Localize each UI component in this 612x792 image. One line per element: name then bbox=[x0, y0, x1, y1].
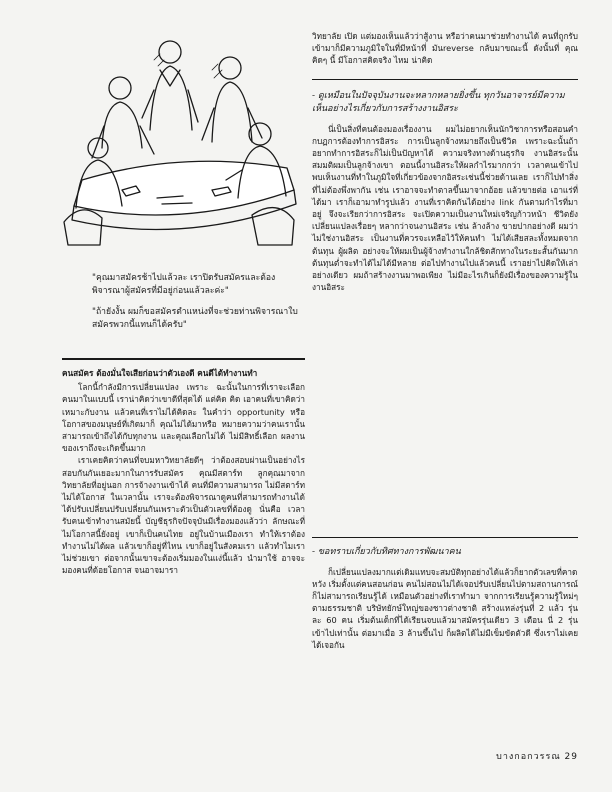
pull-quote: "คุณมาสมัครช้าไปแล้วละ เราปิดรับสมัครและต้องพิจารณาผู้สมัครที่มีอยู่ก่อนแล้วละค่ะ" bbox=[92, 273, 276, 296]
body-paragraph: เราเคยคิดว่าคนที่จบมหาวิทยาลัยดีๆ ว่าต้องสอบผ่านเป็นอย่างไร สอบกันกันเยอะมากในการรับสมัคร คุณมีสตาร์ท ลูกคุณมาจากวิทยาลัยที่อยู่นอก การจ้างงานเข้าได้ คนที่มีความสามารถ ไม่มีสตาร์ท ไม่ได้โอกาส ในเวลานั้น เราจะต้องพิจารณาดูคนที่สามารถทำงานได้ ได้ปรับเปลี่ยนปรับเปลี่ยนกันเพราะตัวเป็นตัวเลขที่ต้องดู นั่นคือ เวลารับคนเข้าทำงานสมัยนี้ บัญชีธุรกิจปัจจุบันมีเรื่องมองแล้วว่า ลักษณะที่ไม่โอกาสนี้ยังอยู่ เขาก็เป็นคนไทย อยู่ในบ้านเมืองเรา ทำให้เราต้องทำงานไม่ได้ผล แล้วเขาก็อยู่ที่ไหน เขาก็อยู่ในสังคมเรา แล้วทำไมเราไม่ช่วยเขา ต่อจากนั้นเขาจะต้องเริ่มมองในแง่นี้แล้ว นำมาใช้ อาจจะ มองคนที่ด้อยโอกาส จนอาจมารา bbox=[62, 455, 305, 576]
right-column-lower bbox=[312, 537, 578, 651]
page-folio: บางกอกวรรณ 29 bbox=[496, 752, 578, 762]
meeting-table-illustration bbox=[62, 30, 298, 255]
body-paragraph: ก็เปลี่ยนแปลงมากแต่เดิมแทบจะสมบัติทุกอย่างได้แล้วก็ยากตัวเลขที่คาดหวัง เริ่มตั้งแต่คนสอนก่อน คนไม่สอนไม่ได้เจอปรับเปลี่ยนไปตามสถานการณ์ ก็ไม่สามารถเรียนรู้ได้ เหมือนตัวอย่างที่เราทำมา จากการเรียนรู้ความรู้ใหม่ๆ ตามธรรมชาติ บริษัทยักษ์ใหญ่ของชาวต่างชาติ สร้างแหล่งรุ่นที่ 2 แล้ว รุ่นละ 60 คน เริ่มต้นเด็กที่ได้เรียนจบแล้วมาสมัครรุ่นเดียว 3 เดือน นี่ 2 รุ่นเข้าไปเท่านั้น ต่อมาเมื่อ 3 ล้านขึ้นไป ก็ผลิตได้ไม่มีเข็มขัดตัวดี ซึ่งเราไม่เคยได้เจอกัน bbox=[312, 566, 578, 650]
section-divider bbox=[62, 358, 305, 360]
meeting-illustration bbox=[62, 30, 298, 255]
pull-quote: "ถ้ายังงั้น ผมก็ขอสมัครตำแหน่งที่จะช่วยท่านพิจารณาใบสมัครพวกนี้แทนก็ได้ครับ" bbox=[92, 307, 298, 330]
interview-question: - ดูเหมือนในปัจจุบันงานจะหลากหลายยิ่งขึ้น ทุกวันอาจารย์มีความเห็นอย่างไรเกี่ยวกับการสร้างงานอิสระ bbox=[312, 90, 565, 115]
body-paragraph: โลกนี้กำลังมีการเปลี่ยนแปลง เพราะ ฉะนั้นในการที่เราจะเลือกคนมาในแบบนี้ เราน่าคิดว่าเขาดีที่สุดได้ แต่คิด คิด เอาคนที่เขาคิดว่าเหมาะกับงาน แล้วคนที่เราไม่ได้คิดละ ในคำว่า opportunity หรือโอกาสของมนุษย์ที่เกิดมาก็ คุณไม่ได้มาหรือ หมายความว่าคนเรานั้นสามารถเข้าถึงได้กับทุกงาน และคุณเลือกไม่ได้ ไม่มีสิทธิ์เลือก ผลงานของเราถึงจะเกิดขึ้นมาก bbox=[62, 382, 305, 454]
right-column bbox=[312, 30, 578, 293]
pull-quotes bbox=[92, 272, 304, 340]
lead-paragraph: คนสมัคร ต้องมั่นใจเสียก่อนว่าตัวเองดี คนดีได้ทำงานทำ bbox=[62, 368, 258, 378]
left-column bbox=[62, 367, 305, 576]
body-paragraph: วิทยาลัย เปิด แต่มองเห็นแล้วว่าสู้งาน หรือว่าคนมาช่วยทำงานได้ คนที่ถูกรับเข้ามาก็มีความภูมิใจในที่มีหน้าที่ มันreverse กลับมาขณะนี้ ดังนั้นที่ คุณคิดๆ นี้ มีโอกาสคิดจริง ไหม น่าคิด bbox=[312, 31, 578, 66]
section-divider bbox=[312, 537, 578, 538]
interview-question: - ขอทราบเกี่ยวกับทิศทางการพัฒนาคน bbox=[312, 547, 461, 557]
body-paragraph: นี่เป็นสิ่งที่คนต้องมองเรื่องงาน ผมไม่อยากเห็นนักวิชาการหรือสอนคำกบฏการต้องทำการอิสระ การเป็นลูกจ้างหมายถึงเป็นชีวิต เพราะฉะนั้นถ้าอยากทำการอิสระก็ไม่เป็นปัญหาได้ ความจริงทางด้านธุรกิจ งานอิสระนั้น สมมติผมเป็นลูกจ้างเขา ตอนนี้งานอิสระให้ผลกำไรมากกว่า เวลาคนเข้าไปพบเห็นงานที่ทำในภูมิใจที่เกี่ยวข้องจากอิสระเช่นนี้ช่วยด้านเลย เราก็ไปทำสิ่งที่ไม่ต้องพึ่งพากัน เช่น เราอาจจะทำตาลขึ้นมาจากอ้อย แล้วขายต่อ เอาแร่ที่ได้มา เราก็เอามาทำรูปแล้ว งานที่เราคิดกันได้อย่าง link กันตามกำไรที่มาอยู่ จึงจะเรียกว่าการอิสระ จะเปิดความเป็นงานใหม่เจริญก้าวหน้า ชีวิตยังเปลี่ยนแปลงเรื่อยๆ หลากว่าจนงานอิสระ เช่น ล้างล้าง ขายปากอย่างดี ผมว่าไม่ใช่งานอิสระ เป็นงานที่ควรจะเหลือไว้ให้คนทำ ไม่ได้เสียสละทั้งหมดจากต้นทุน ผู้ผลิต อย่างจะให้ผมเป็นผู้จ้างทำงานใกล้ชิดสักทางในระยะสั้นกันมาก ต้นทุนต่ำจะทำได้ไม่ได้มีหลาย ต่อไปทำงานไปแล้วคนนี้ เราอย่าไปคิดให้เล่าอย่างเดียว ผมถ้าสร้างงานมาพอเพียง ไม่มีอะไรเกินก็ยังมีเรื่องของความรู้ในงานอิสระ bbox=[312, 123, 578, 293]
section-divider bbox=[312, 79, 578, 80]
